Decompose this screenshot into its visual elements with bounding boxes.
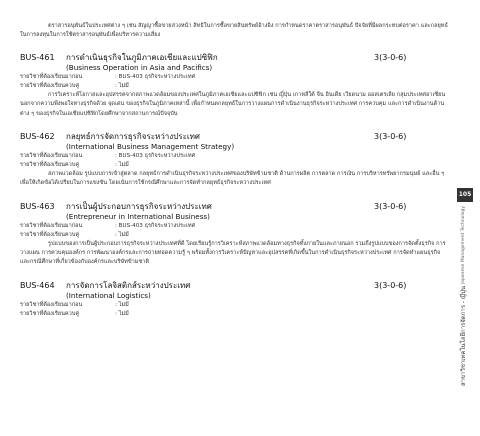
prerequisite-value: : BUS-403 ธุรกิจระหว่างประเทศ (115, 152, 196, 159)
course-code: BUS-464 (20, 280, 55, 290)
course-thai-title: การเป็นผู้ประกอบการธุรกิจระหว่างประเทศ (66, 201, 212, 211)
corequisite-label: รายวิชาที่ต้องเรียนควบคู่ (20, 231, 80, 238)
course-code: BUS-462 (20, 131, 55, 141)
course-english-title: (Business Operation in Asia and Pacifics) (66, 62, 213, 72)
prerequisite-row (20, 152, 452, 161)
side-subtitle: Japanese Management Technology (461, 206, 466, 285)
prerequisite-value: : BUS-403 ธุรกิจระหว่างประเทศ (115, 222, 196, 229)
course-entry (20, 202, 452, 268)
course-entry (20, 53, 452, 119)
corequisite-value: : ไม่มี (115, 162, 129, 169)
corequisite-label: รายวิชาที่ต้องเรียนควบคู่ (20, 310, 80, 317)
course-heading (20, 132, 452, 142)
course-list (20, 22, 452, 319)
course-thai-title: การจัดการโลจิสติกส์ระหว่างประเทศ (66, 280, 191, 290)
corequisite-label: รายวิชาที่ต้องเรียนควบคู่ (20, 83, 80, 90)
course-english-title: (International Business Management Strategy) (66, 141, 235, 151)
course-entry (20, 132, 452, 189)
course-description: สภาพแวดล้อม รูปแบบการเข้าสู่ตลาด กลยุทธ์การดำเนินธุรกิจระหว่างประเทศของบริษัทข้ามชาติ ด้านการผลิต การตลาด การเงิน การบริหารทรัพยากรมนุษย์ และอื่น ๆ เพื่อให้เกิดข้อได้เปรียบในการแข่งขัน โดยเน้นการใช้กรณีศึกษาและการจัดทำกลยุทธ์ธุรกิจระหว่างประเทศ (20, 171, 445, 187)
course-heading (20, 281, 452, 291)
corequisite-row (20, 82, 452, 91)
corequisite-value: : ไม่มี (115, 231, 129, 238)
prerequisite-row (20, 301, 452, 310)
side-tab (457, 188, 473, 387)
course-english-title: (International Logistics) (66, 290, 151, 300)
prerequisite-value: : BUS-403 ธุรกิจระหว่างประเทศ (115, 73, 196, 80)
prerequisite-label: รายวิชาที่ต้องเรียนมาก่อน (20, 73, 83, 80)
course-entry (20, 281, 452, 319)
course-description: รูปแบบของการเป็นผู้ประกอบการธุรกิจระหว่างประเทศที่ดี โดยเรียนรู้การวิเคราะห์สภาพแวดล้อมทางธุรกิจทั้งภายในและภายนอก รวมถึงรูปแบบของการจัดตั้งธุรกิจ การวางแผน การควบคุมองค์กร การพัฒนาองค์กรและการถ่ายทอดความรู้ ๆ พร้อมทั้งการวิเคราะห์ปัญหาและอุปสรรคที่เกิดขึ้นในการดำเนินธุรกิจระหว่างประเทศ การจัดทำแผนธุรกิจ และกรณีศึกษาที่เกี่ยวข้องกับองค์กรและบริษัทข้ามชาติ (20, 241, 446, 266)
course-english-title: (Entrepreneur in International Business) (66, 211, 210, 221)
page-number: 105 (457, 188, 473, 202)
course-credits: 3(3-0-6) (374, 280, 407, 290)
course-thai-title: การดำเนินธุรกิจในภูมิภาคเอเชียและแปซิฟิก (66, 52, 218, 62)
corequisite-row (20, 231, 452, 240)
prerequisite-value: : ไม่มี (115, 301, 129, 308)
side-title-block (460, 206, 468, 386)
course-heading (20, 202, 452, 212)
course-code: BUS-463 (20, 201, 55, 211)
course-credits: 3(3-0-6) (374, 52, 407, 62)
prerequisite-label: รายวิชาที่ต้องเรียนมาก่อน (20, 301, 83, 308)
corequisite-row (20, 161, 452, 170)
prerequisite-row (20, 73, 452, 82)
course-thai-title: กลยุทธ์การจัดการธุรกิจระหว่างประเทศ (66, 131, 200, 141)
side-title: สาขาวิชาเทคโนโลยีการจัดการ - ญี่ปุ่น (460, 286, 467, 387)
intro-paragraph: ตราสารอนุพันธ์ในประเทศต่าง ๆ เช่น สัญญาซื้อขายล่วงหน้า สิทธิในการซื้อขายสินทรัพย์อ้างอิง การกำหนดราคาตราสารอนุพันธ์ ปัจจัยที่มีผลกระทบต่อราคา และกลยุทธ์ในการลงทุนในการใช้ตราสารอนุพันธ์เพื่อบริหารความเสี่ยง (20, 23, 448, 39)
prerequisite-row (20, 222, 452, 231)
corequisite-label: รายวิชาที่ต้องเรียนควบคู่ (20, 162, 80, 169)
courses-container (20, 53, 452, 319)
prerequisite-label: รายวิชาที่ต้องเรียนมาก่อน (20, 222, 83, 229)
course-credits: 3(3-0-6) (374, 201, 407, 211)
prerequisite-label: รายวิชาที่ต้องเรียนมาก่อน (20, 152, 83, 159)
course-credits: 3(3-0-6) (374, 131, 407, 141)
corequisite-value: : ไม่มี (115, 83, 129, 90)
course-code: BUS-461 (20, 52, 55, 62)
course-description: การวิเคราะห์โอกาสและอุปสรรคจากสภาพแวดล้อมของประเทศในภูมิภาคเอเชียและแปซิฟิก เช่น ญี่ปุ่น เกาหลีใต้ จีน อินเดีย เวียดนาม ออสเตรเลีย กลุ่มประเทศอาเซียนนอกจากความพึงพอใจทางธุรกิจด้วย จุดเด่น ของธุรกิจในภูมิภาคเหล่านี้ เพื่อกำหนดกลยุทธ์ในการวางแผนการดำเนินงานธุรกิจระหว่างประเทศ การควบคุม และการดำเนินงานด้านต่าง ๆ ของธุรกิจในเอเชียแปซิฟิกโดยศึกษาจากสถานการณ์ปัจจุบัน (20, 92, 446, 117)
course-heading (20, 53, 452, 63)
corequisite-value: : ไม่มี (115, 310, 129, 317)
corequisite-row (20, 310, 452, 319)
